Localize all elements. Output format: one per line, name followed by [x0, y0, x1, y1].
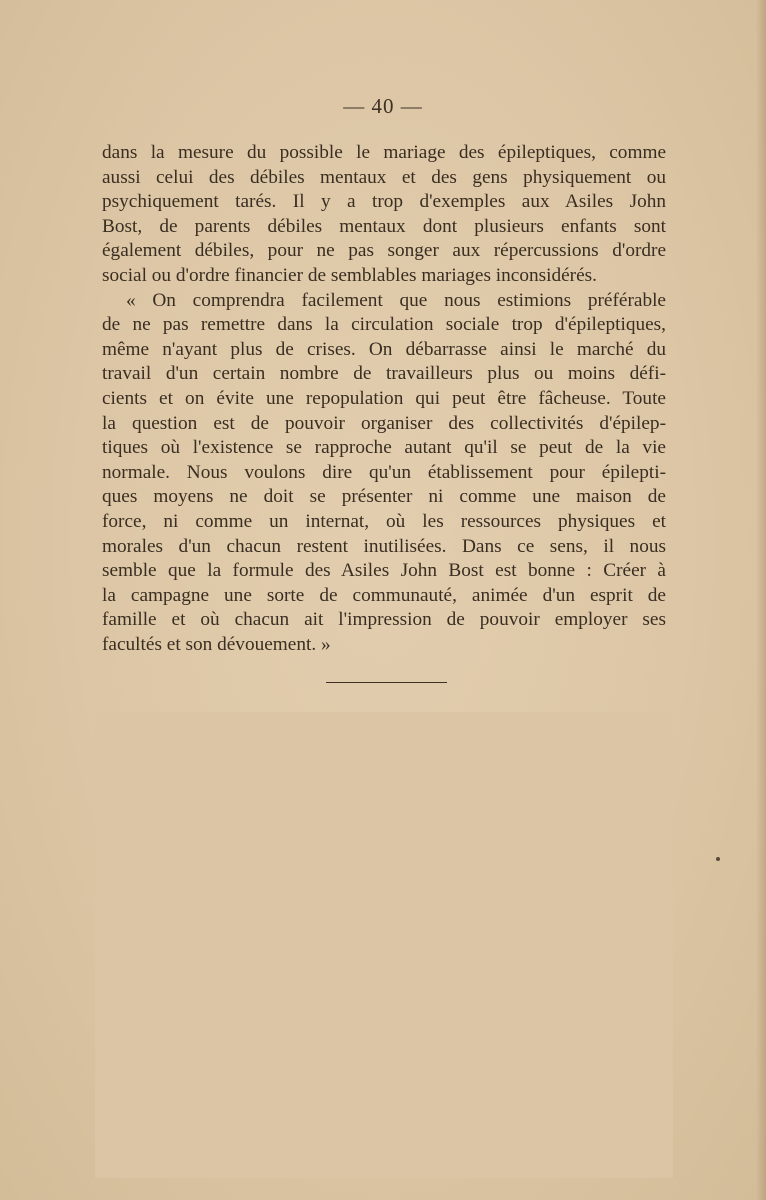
text-line: morales d'un chacun restent inutilisées. Dans ce sens, il nous [102, 535, 666, 557]
text-line: force, ni comme un internat, où les ressources physiques et [102, 510, 666, 532]
text-line: la question est de pouvoir organiser des collectivités d'épilep- [102, 412, 666, 434]
text-line: facultés et son dévouement. » [102, 633, 331, 655]
blank-page-area [95, 712, 673, 1178]
text-line: social ou d'ordre financier de semblables mariages inconsidérés. [102, 264, 597, 286]
page-number: — 40 — [343, 94, 423, 118]
text-line: même n'ayant plus de crises. On débarrasse ainsi le marché du [102, 338, 666, 360]
section-end-rule [326, 682, 447, 683]
text-line: « On comprendra facilement que nous estimions préférable [126, 289, 666, 311]
ink-speck [716, 857, 720, 861]
text-line: normale. Nous voulons dire qu'un établissement pour épilepti- [102, 461, 666, 483]
text-line: Bost, de parents débiles mentaux dont plusieurs enfants sont [102, 215, 666, 237]
text-line: également débiles, pour ne pas songer aux répercussions d'ordre [102, 240, 666, 262]
page-edge-shadow [756, 0, 766, 1200]
text-line: cients et on évite une repopulation qui peut être fâcheuse. Toute [102, 387, 666, 409]
text-line: tiques où l'existence se rapproche autant qu'il se peut de la vie [102, 437, 666, 459]
text-line: dans la mesure du possible le mariage des épileptiques, comme [102, 142, 666, 163]
text-line: psychiquement tarés. Il y a trop d'exemples aux Asiles John [102, 191, 666, 213]
text-line: la campagne une sorte de communauté, animée d'un esprit de [102, 584, 666, 606]
text-line: aussi celui des débiles mentaux et des gens physiquement ou [102, 166, 666, 188]
body-text [102, 141, 666, 657]
text-line: ques moyens ne doit se présenter ni comme une maison de [102, 486, 666, 508]
text-line: famille et où chacun ait l'impression de pouvoir employer ses [102, 609, 666, 631]
text-line: travail d'un certain nombre de travailleurs plus ou moins défi- [102, 363, 666, 385]
text-line: de ne pas remettre dans la circulation sociale trop d'épileptiques, [102, 314, 666, 336]
text-line: semble que la formule des Asiles John Bost est bonne : Créer à [102, 560, 666, 582]
